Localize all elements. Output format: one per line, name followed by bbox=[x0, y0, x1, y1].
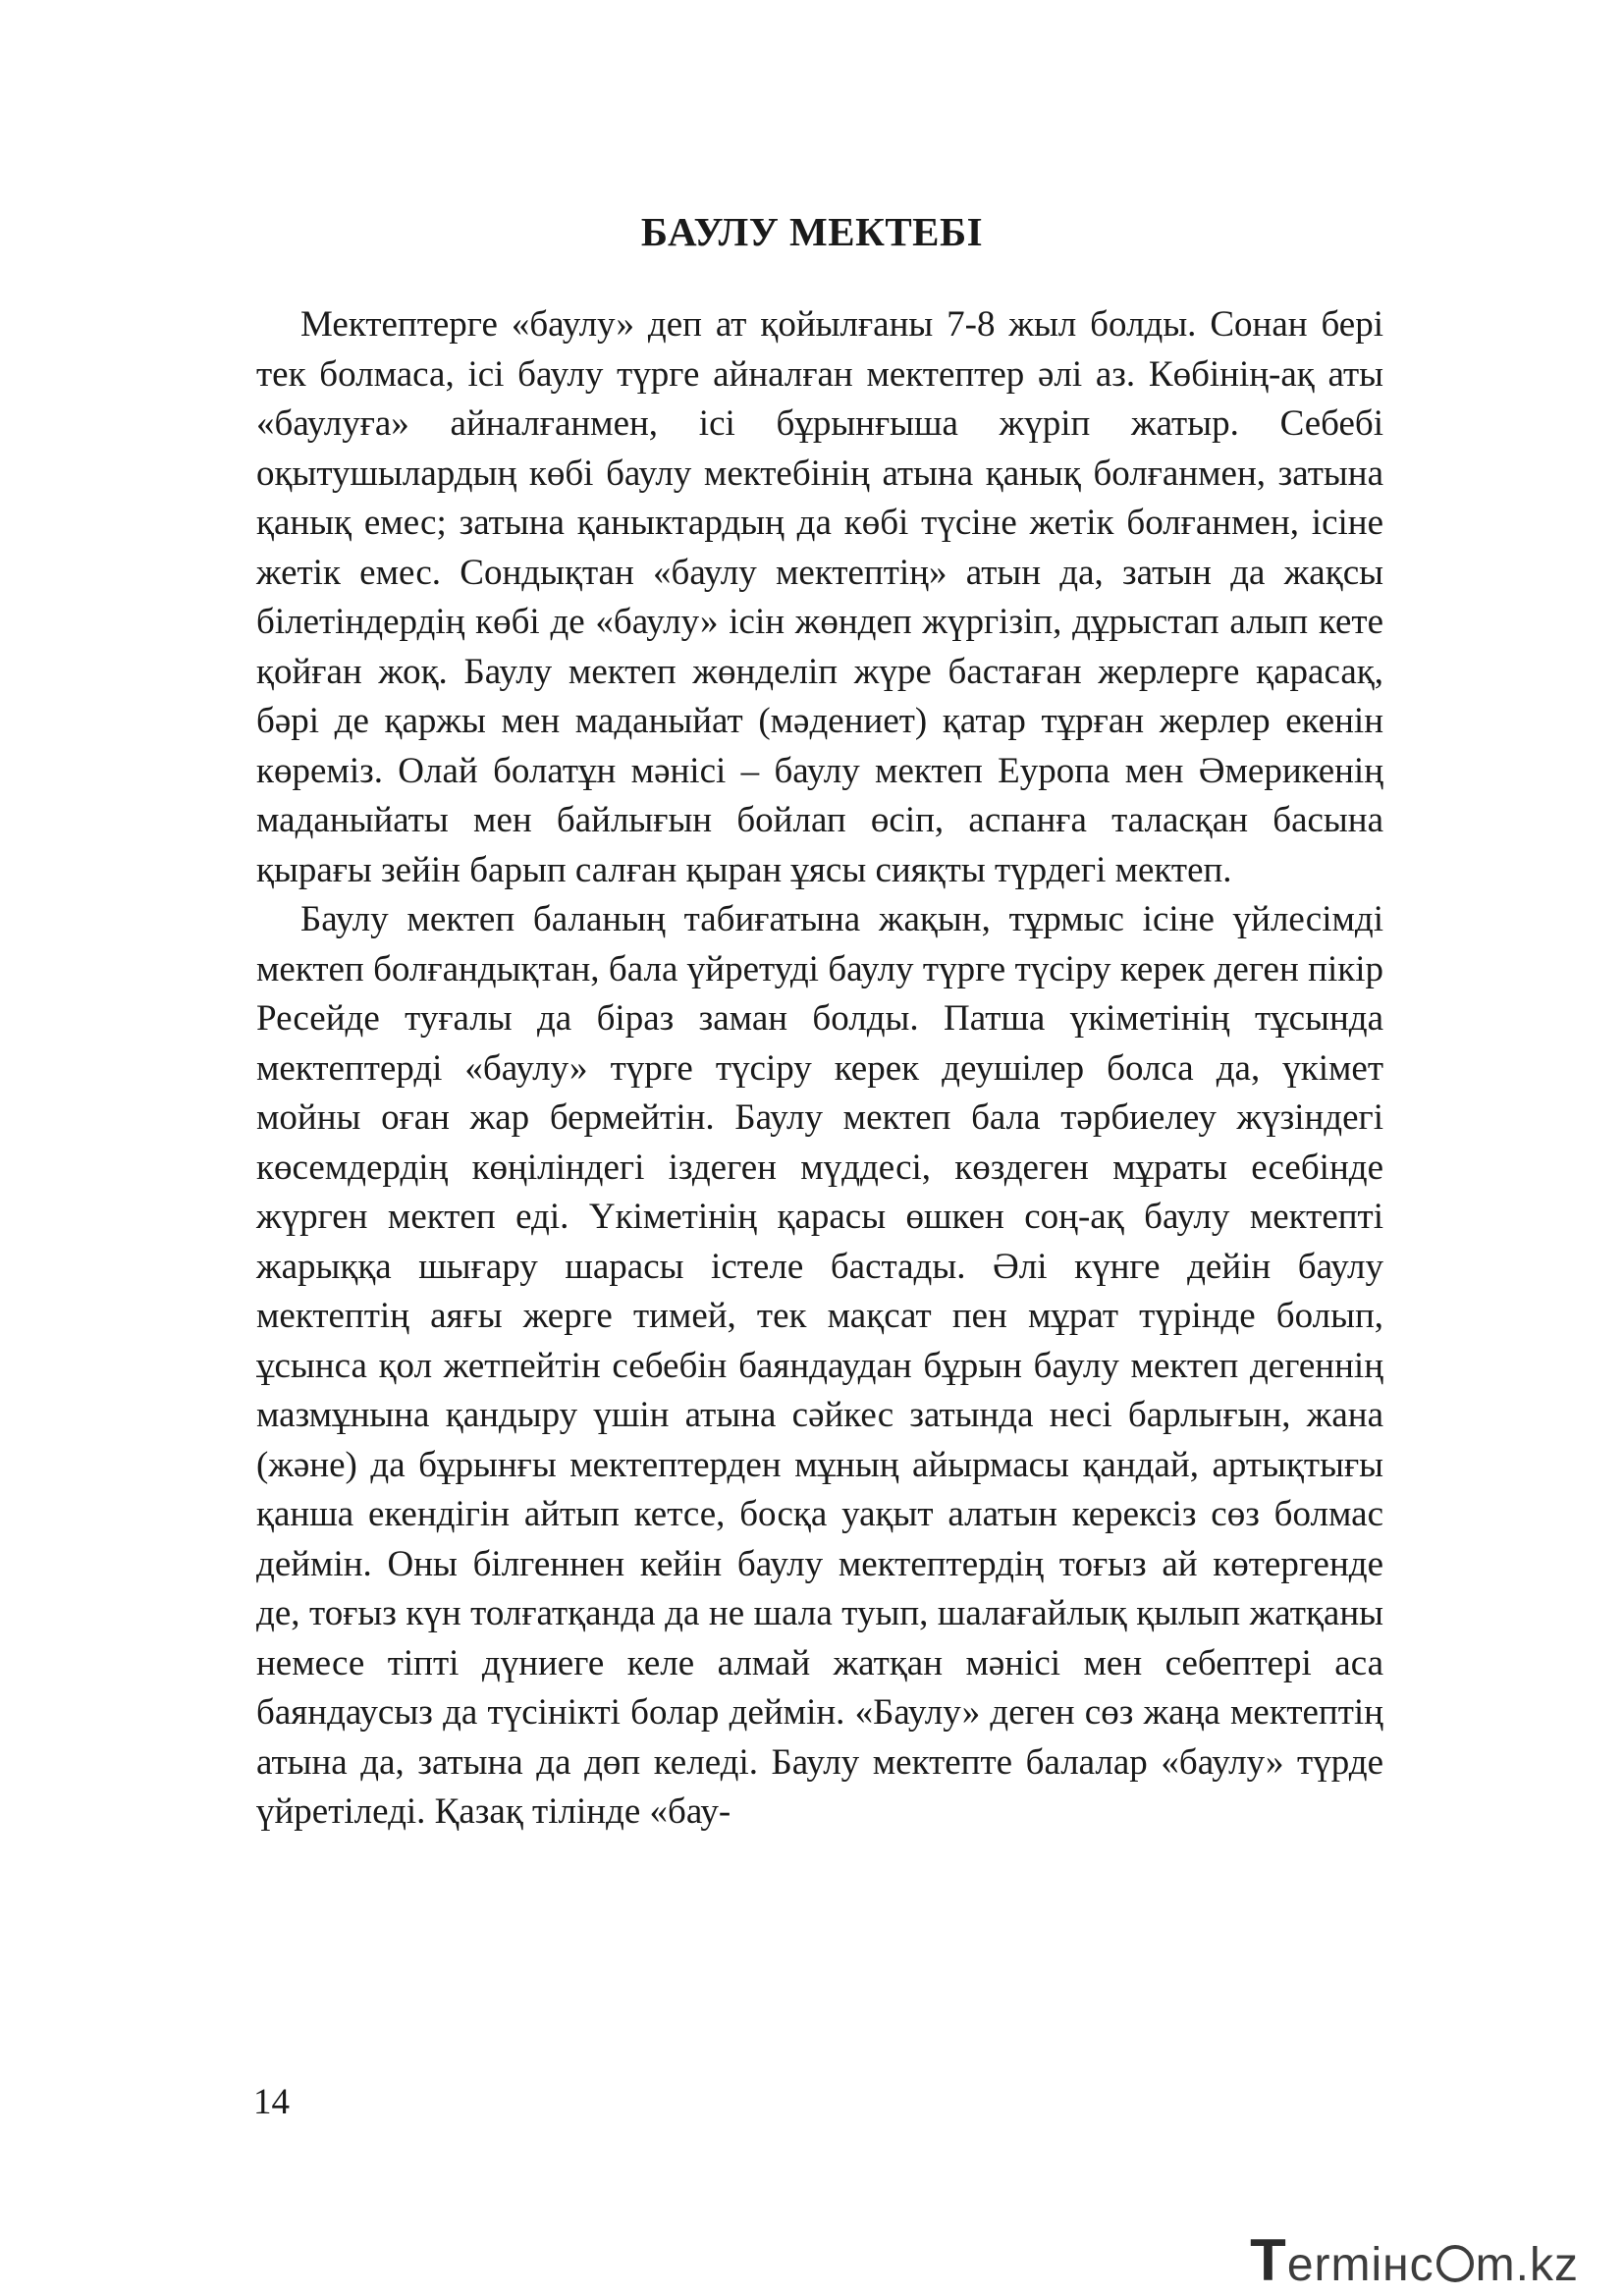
watermark-suffix: m.kz bbox=[1475, 2239, 1579, 2291]
paragraph-1: Мектептерге «баулу» деп ат қойылғаны 7-8 жыл болды. Сонан бері тек болмаса, ісі баулу түрге айналған мектептер әлі аз. Көбінің-ақ аты «баулуға» айналғанмен, ісі бұрынғыша жүріп жатыр. Себебі оқытушылардың көбі баулу мектебінің атына қанық болғанмен, затына қанық емес; затына қаныктардың да көбі түсіне жетік болғанмен, ісіне жетік емес. Сондықтан «баулу мектептің» атын да, затын да жақсы білетіндердің көбі де «баулу» ісін жөндеп жүргізіп, дұрыстап алып кете қойған жоқ. Баулу мектеп жөнделіп жүре бастаған жерлерге қарасақ, бәрі де қаржы мен маданыйат (мәдениет) қатар тұрған жерлер екенін көреміз. Олай болатұн мәнісі – баулу мектеп Еуропа мен Әмерикенің маданыйаты мен байлығын бойлап өсіп, аспанға таласқан басына қырағы зейін барып салған қыран ұясы сияқты түрдегі мектеп. bbox=[256, 304, 1383, 890]
paragraph-2: Баулу мектеп баланың табиғатына жақын, тұрмыс ісіне үйлесімді мектеп болғандықтан, бала үйретуді баулу түрге түсіру керек деген пікір Ресейде туғалы да біраз заман болды. Патша үкіметінің тұсында мектептерді «баулу» түрге түсіру керек деушілер болса да, үкімет мойны оған жар бермейтін. Баулу мектеп бала тәрбиелеу жүзіндегі көсемдердің көңіліндегі іздеген мүддесі, көздеген мұраты есебінде жүрген мектеп еді. Үкіметінің қарасы өшкен соң-ақ баулу мектепті жарыққа шығару шарасы істеле бастады. Әлі күнге дейін баулу мектептің аяғы жерге тимей, тек мақсат пен мұрат түрінде болып, ұсынса қол жетпейтін себебін баяндаудан бұрын баулу мектеп дегеннің мазмұнына қандыру үшін атына сәйкес затында несі барлығын, жана (және) да бұрынғы мектептерден мұның айырмасы қандай, артықтығы қанша екендігін айтып кетсе, босқа уақыт алатын керексіз сөз болмас деймін. Оны білгеннен кейін баулу мектептердің тоғыз ай көтергенде де, тоғыз күн толғатқанда да не шала туып, шалағайлық қылып жатқаны немесе тіпті дүниеге келе алмай жатқан мәнісі мен себептері аса баяндаусыз да түсінікті болар деймін. «Баулу» деген сөз жаңа мектептің атына да, затына да дөп келеді. Баулу мектепте балалар «баулу» түрде үйретіледі. Қазақ тілінде «бау- bbox=[256, 899, 1383, 1832]
watermark-middle: ermінc bbox=[1286, 2239, 1435, 2291]
chapter-title: БАУЛУ МЕКТЕБІ bbox=[640, 209, 984, 254]
page-number: 14 bbox=[253, 2082, 290, 2122]
body-text bbox=[256, 300, 1383, 1838]
watermark-logo bbox=[1250, 2226, 1579, 2294]
watermark-o-icon bbox=[1436, 2245, 1474, 2282]
watermark-initial: T bbox=[1250, 2227, 1287, 2293]
